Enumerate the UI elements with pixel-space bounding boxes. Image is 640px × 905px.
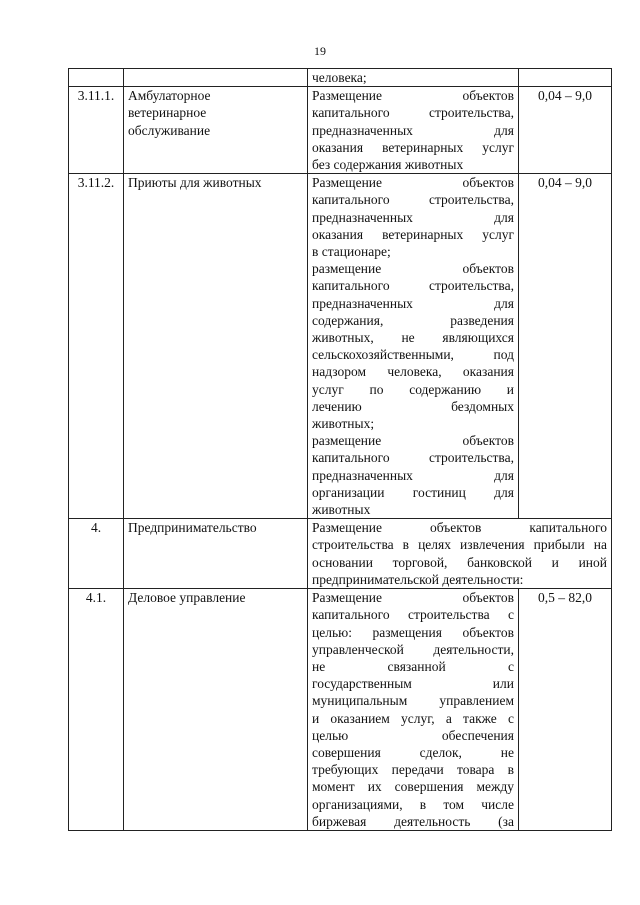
code-cell <box>69 69 124 87</box>
description-line: услуг по содержанию и <box>312 381 514 397</box>
description-line: предназначенных для <box>312 122 514 138</box>
value-cell: 0,04 – 9,0 <box>519 174 612 519</box>
page-number: 19 <box>314 44 326 58</box>
name-line: Деловое управление <box>128 590 246 606</box>
name-line: обслуживание <box>128 122 211 138</box>
code-cell: 4.1. <box>69 589 124 831</box>
description-line: муниципальным управлением <box>312 693 514 709</box>
description-line: предназначенных для <box>312 209 514 225</box>
description-line: организациями, в том числе <box>312 796 514 812</box>
description-line: надзором человека, оказания <box>312 364 514 380</box>
description-line: предназначенных для <box>312 467 514 483</box>
description-line: Размещение объектов <box>312 175 514 191</box>
value-cell <box>519 69 612 87</box>
description-cell <box>308 174 519 519</box>
description-line: предназначенных для <box>312 295 514 311</box>
description-line: оказания ветеринарных услуг <box>312 139 514 155</box>
description-cell <box>308 87 519 174</box>
description-line: животных, не являющихся <box>312 330 514 346</box>
description-line: управленческой деятельности, <box>312 641 514 657</box>
table-row <box>69 174 612 519</box>
table-row <box>69 519 612 589</box>
name-cell <box>124 174 308 519</box>
description-cell <box>308 589 519 831</box>
description-line: целью: размещения объектов <box>312 624 514 640</box>
zoning-table <box>68 68 612 831</box>
description-line: капитального строительства, <box>312 105 514 121</box>
description-line: совершения сделок, не <box>312 744 514 760</box>
value-cell: 0,5 – 82,0 <box>519 589 612 831</box>
table-row <box>69 69 612 87</box>
description-line: требующих передачи товара в <box>312 762 514 778</box>
description-line: в стационаре; <box>312 244 391 260</box>
name-cell <box>124 589 308 831</box>
description-line: размещение объектов <box>312 261 514 277</box>
description-line: не связанной с <box>312 658 514 674</box>
description-line: сельскохозяйственными, под <box>312 347 514 363</box>
name-line: ветеринарное <box>128 105 207 121</box>
description-line: без содержания животных <box>312 157 464 173</box>
description-cell <box>308 519 612 589</box>
description-line: человека; <box>312 70 367 85</box>
description-line: целью обеспечения <box>312 727 514 743</box>
description-line: капитального строительства, <box>312 192 514 208</box>
description-line: оказания ветеринарных услуг <box>312 226 514 242</box>
description-line: Размещение объектов капитального <box>312 520 607 536</box>
description-cell <box>308 69 519 87</box>
table-body <box>69 69 612 831</box>
description-line: капитального строительства, <box>312 450 514 466</box>
description-line: предпринимательской деятельности: <box>312 571 524 587</box>
description-line: капитального строительства, <box>312 278 514 294</box>
name-line: Амбулаторное <box>128 88 211 104</box>
name-cell <box>124 87 308 174</box>
table-row <box>69 87 612 174</box>
table-row <box>69 589 612 831</box>
description-line: животных; <box>312 416 375 432</box>
description-line: государственным или <box>312 676 514 692</box>
description-line: Размещение объектов <box>312 590 514 606</box>
description-line: момент их совершения между <box>312 779 514 795</box>
code-cell: 3.11.2. <box>69 174 124 519</box>
value-cell: 0,04 – 9,0 <box>519 87 612 174</box>
description-line: и оказанием услуг, а также с <box>312 710 514 726</box>
description-line: основании торговой, банковской и иной <box>312 554 607 570</box>
code-cell: 3.11.1. <box>69 87 124 174</box>
name-cell <box>124 69 308 87</box>
code-cell: 4. <box>69 519 124 589</box>
name-cell <box>124 519 308 589</box>
description-line: Размещение объектов <box>312 88 514 104</box>
description-line: организации гостиниц для <box>312 484 514 500</box>
description-line: размещение объектов <box>312 433 514 449</box>
description-line: капитального строительства с <box>312 607 514 623</box>
name-line: Приюты для животных <box>128 175 262 191</box>
name-line: Предпринимательство <box>128 520 257 536</box>
description-line: лечению бездомных <box>312 398 514 414</box>
description-line: биржевая деятельность (за <box>312 813 514 829</box>
description-line: содержания, разведения <box>312 312 514 328</box>
description-line: животных <box>312 502 371 518</box>
description-line: строительства в целях извлечения прибыли на <box>312 537 607 553</box>
